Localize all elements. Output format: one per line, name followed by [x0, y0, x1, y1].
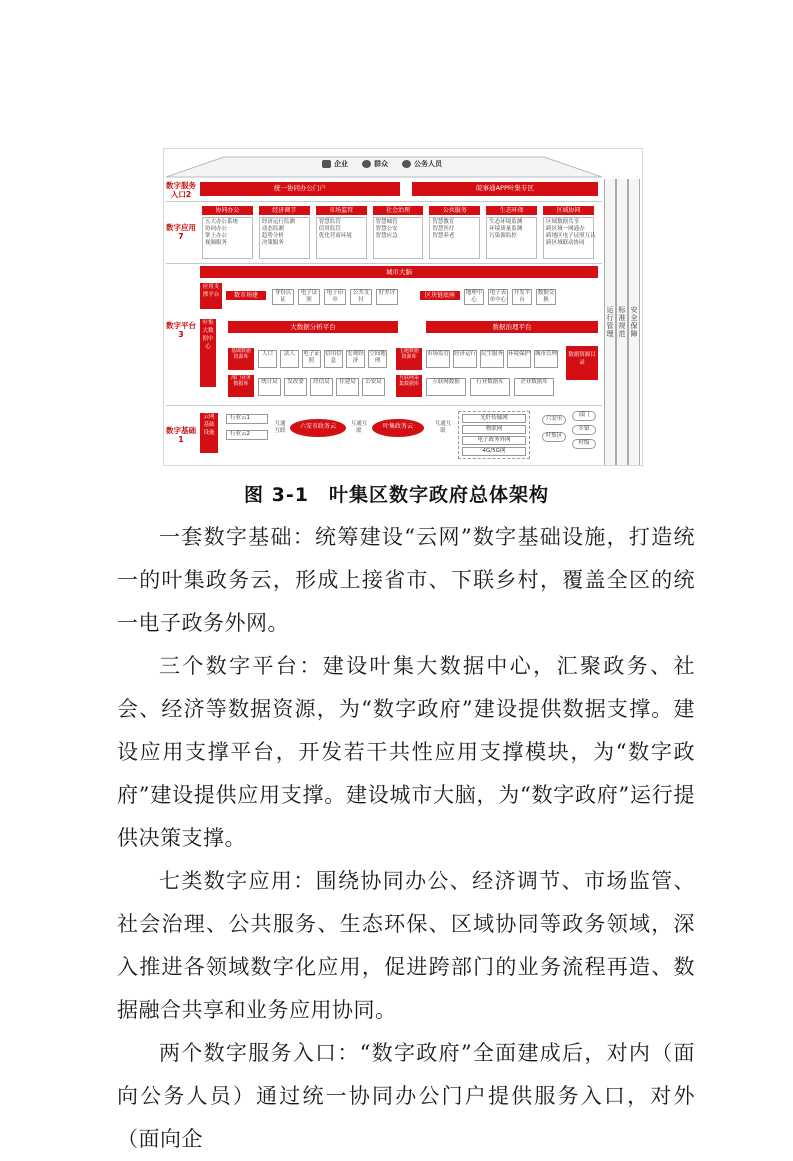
entry-layer-label: 数字服务入口2	[166, 181, 196, 199]
app-item: 智慧公安	[375, 226, 398, 232]
app-category-items	[202, 217, 253, 259]
support-item: 身份认证	[272, 289, 294, 305]
internet-db-item: 互联网数据	[426, 378, 466, 396]
apps-layer-label: 数字应用7	[166, 223, 196, 241]
theme-db-item: 民生服务	[480, 350, 504, 368]
app-item: 跨区域联动协同	[546, 240, 585, 246]
app-item: 智慧医疗	[432, 226, 455, 232]
paragraph: 两个数字服务入口：“数字政府”全面建成后，对内（面向公务人员）通过统一协同办公门户提供服务入口，对外（面向企	[117, 1041, 695, 1151]
city-brain-bar: 城市大脑	[200, 266, 598, 278]
paragraph: 三个数字平台：建设叶集大数据中心，汇聚政务、社会、经济等数据资源，为“数字政府”建设提供数据支撑。建设应用支撑平台，开发若干共性应用支撑模块，为“数字政府”建设提供应用支撑。建设城市大脑，为“数字政府”运行提供决策支撑。	[117, 654, 695, 850]
app-item: 决策服务	[261, 240, 284, 246]
staff-label: 公务人员	[414, 160, 442, 168]
link-label: 互通互联	[272, 421, 288, 439]
internet-db-item: 企业数据库	[514, 378, 554, 396]
admin-level-item: 乡镇	[572, 425, 596, 435]
user-groups	[322, 159, 442, 169]
support-right-item: 数据交换	[536, 289, 556, 305]
network-item: 电子政务外网	[462, 436, 526, 445]
base-layer-label: 数字基础1	[166, 426, 196, 444]
dept-db-item: 发改委	[284, 378, 307, 396]
dept-db-item: 统计局	[258, 378, 281, 396]
dept-db-item: 公安局	[362, 378, 385, 396]
app-item: 经济运行监测	[261, 219, 295, 225]
side-label: 安全保障	[630, 306, 638, 338]
theme-db-item: 环境保护	[507, 350, 531, 368]
app-zone-bar: 皖事通APP叶集专区	[412, 182, 598, 196]
app-item: 跨地区电子证照互认	[546, 233, 596, 239]
app-category-tag: 协同办公	[202, 206, 253, 215]
industry-cloud-2: 行业云2	[226, 430, 268, 440]
internet-db-tag: 互联网采集数据库	[396, 375, 422, 397]
support-item: 公共支付	[350, 289, 372, 305]
app-item: 智慧城管	[375, 219, 398, 225]
side-column-operations	[604, 179, 616, 465]
link-label: 互通互联	[434, 421, 452, 439]
body-text	[117, 516, 695, 1161]
network-item: 4G/5G网	[462, 447, 526, 456]
support-left-tag: 数市场建	[226, 291, 266, 300]
support-platform-label: 应用支撑平台	[200, 283, 222, 309]
base-db-item: 宏观经济	[346, 350, 365, 368]
paragraph: 一套数字基础：统筹建设“云网”数字基础设施，打造统一的叶集政务云，形成上接省市、下联乡村，覆盖全区的统一电子政务外网。	[117, 525, 695, 635]
support-right-item: 电子表单中心	[488, 289, 508, 305]
side-label: 运行管理	[606, 306, 614, 338]
app-item: 智慧应急	[375, 233, 398, 239]
base-db-item: 电子证照	[302, 350, 321, 368]
internet-db-item: 行业数据库	[470, 378, 510, 396]
dept-db-item: 经信局	[310, 378, 333, 396]
app-item: 跨区域一网通办	[546, 226, 585, 232]
divider	[166, 201, 602, 202]
app-category-tag: 生态环保	[486, 206, 537, 215]
base-db-item: 人口	[258, 350, 277, 368]
app-category-tag: 社会治理	[373, 206, 424, 215]
app-category-items	[316, 217, 367, 259]
data-catalog-tag: 数据资源目录	[566, 346, 598, 380]
app-item: 动态监测	[261, 226, 284, 232]
app-item: 智慧教育	[432, 219, 455, 225]
support-right-tag: 区块链底座	[420, 291, 460, 300]
app-item: 视频服务	[205, 240, 228, 246]
admin-level-item: 部门	[572, 411, 596, 421]
theme-db-item: 经济运行	[453, 350, 477, 368]
app-category-tag: 公共服务	[429, 206, 480, 215]
staff-icon	[402, 160, 411, 168]
yeji-cloud: 叶集政务云	[372, 419, 424, 437]
support-item: 电子证照	[298, 289, 320, 305]
app-item: 五大办公系统	[205, 219, 239, 225]
app-item: 掌上办公	[205, 233, 228, 239]
side-column-security	[628, 179, 640, 465]
paragraph: 七类数字应用：围绕协同办公、经济调节、市场监管、社会治理、公共服务、生态环保、区域协同等政务领域，深入推进各领域数字化应用，促进跨部门的业务流程再造、数据融合共享和业务应用协同。	[117, 869, 695, 1022]
enterprise-group	[322, 159, 348, 169]
divider	[166, 263, 602, 264]
app-category-items	[486, 217, 537, 259]
theme-db-item: 城市管理	[534, 350, 558, 368]
divider	[166, 405, 602, 406]
enterprise-label: 企业	[334, 160, 348, 168]
app-item: 信用监管	[318, 226, 341, 232]
dept-db-tag: 部门业务数据库	[228, 375, 254, 397]
network-item: 光纤传输网	[462, 414, 526, 423]
side-label: 标准规范	[618, 306, 626, 338]
admin-level-item: 村级	[572, 439, 596, 449]
data-governance-bar: 数据治理平台	[426, 321, 598, 333]
base-db-item: 信用信息	[324, 350, 343, 368]
public-label: 群众	[374, 160, 388, 168]
admin-level-item: 六安市	[542, 415, 566, 425]
app-category-tag: 经济调节	[259, 206, 310, 215]
app-category-tag: 区域协同	[543, 206, 594, 215]
app-category-items	[259, 217, 310, 259]
cloud-net-label: 云网基础设施	[200, 413, 218, 453]
staff-group	[402, 159, 442, 169]
app-category-items	[373, 217, 424, 259]
app-item: 污染源监控	[489, 233, 517, 239]
people-icon	[362, 160, 371, 168]
dept-db-item: 住建局	[336, 378, 359, 396]
app-item: 智慧养老	[432, 233, 455, 239]
app-item: 环境质量监测	[489, 226, 523, 232]
link-label: 互通互联	[350, 421, 368, 439]
support-item: 电子印章	[324, 289, 346, 305]
app-category-items	[429, 217, 480, 259]
theme-db-item: 市场监管	[426, 350, 450, 368]
base-db-item: 法人	[280, 350, 299, 368]
side-column-standards	[616, 179, 628, 465]
figure-caption: 图 3-1 叶集区数字政府总体架构	[244, 484, 549, 506]
collab-portal-bar: 统一协同办公门户	[200, 182, 400, 196]
app-item: 智慧监管	[318, 219, 341, 225]
support-right-item: 地理中心	[464, 289, 484, 305]
luan-cloud: 六安市政务云	[290, 419, 346, 437]
architecture-diagram	[163, 148, 643, 466]
network-item: 物联网	[462, 425, 526, 434]
platform-layer-label: 数字平台3	[166, 321, 196, 339]
building-icon	[322, 160, 331, 168]
industry-cloud-1: 行业云1	[226, 414, 268, 424]
base-db-item: 空间地理	[368, 350, 387, 368]
public-group	[362, 159, 388, 169]
admin-level-item: 叶集区	[542, 432, 566, 442]
app-category-items	[543, 217, 594, 259]
app-item: 协同办公	[205, 226, 228, 232]
app-item: 趋势分析	[261, 233, 284, 239]
app-item: 优化营商环境	[318, 233, 352, 239]
app-item: 区域数据共享	[546, 219, 580, 225]
base-db-tag: 基础数据资源库	[228, 348, 254, 370]
app-item: 生态环境监测	[489, 219, 523, 225]
support-item: 好差评	[376, 289, 398, 305]
theme-db-tag: 主题数据资源库	[396, 348, 422, 370]
bigdata-analysis-bar: 大数据分析平台	[228, 321, 398, 333]
support-right-item: 开发平台	[512, 289, 532, 305]
bigdata-center-label: 叶集大数据中心	[200, 319, 216, 387]
app-category-tag: 市场监管	[316, 206, 367, 215]
